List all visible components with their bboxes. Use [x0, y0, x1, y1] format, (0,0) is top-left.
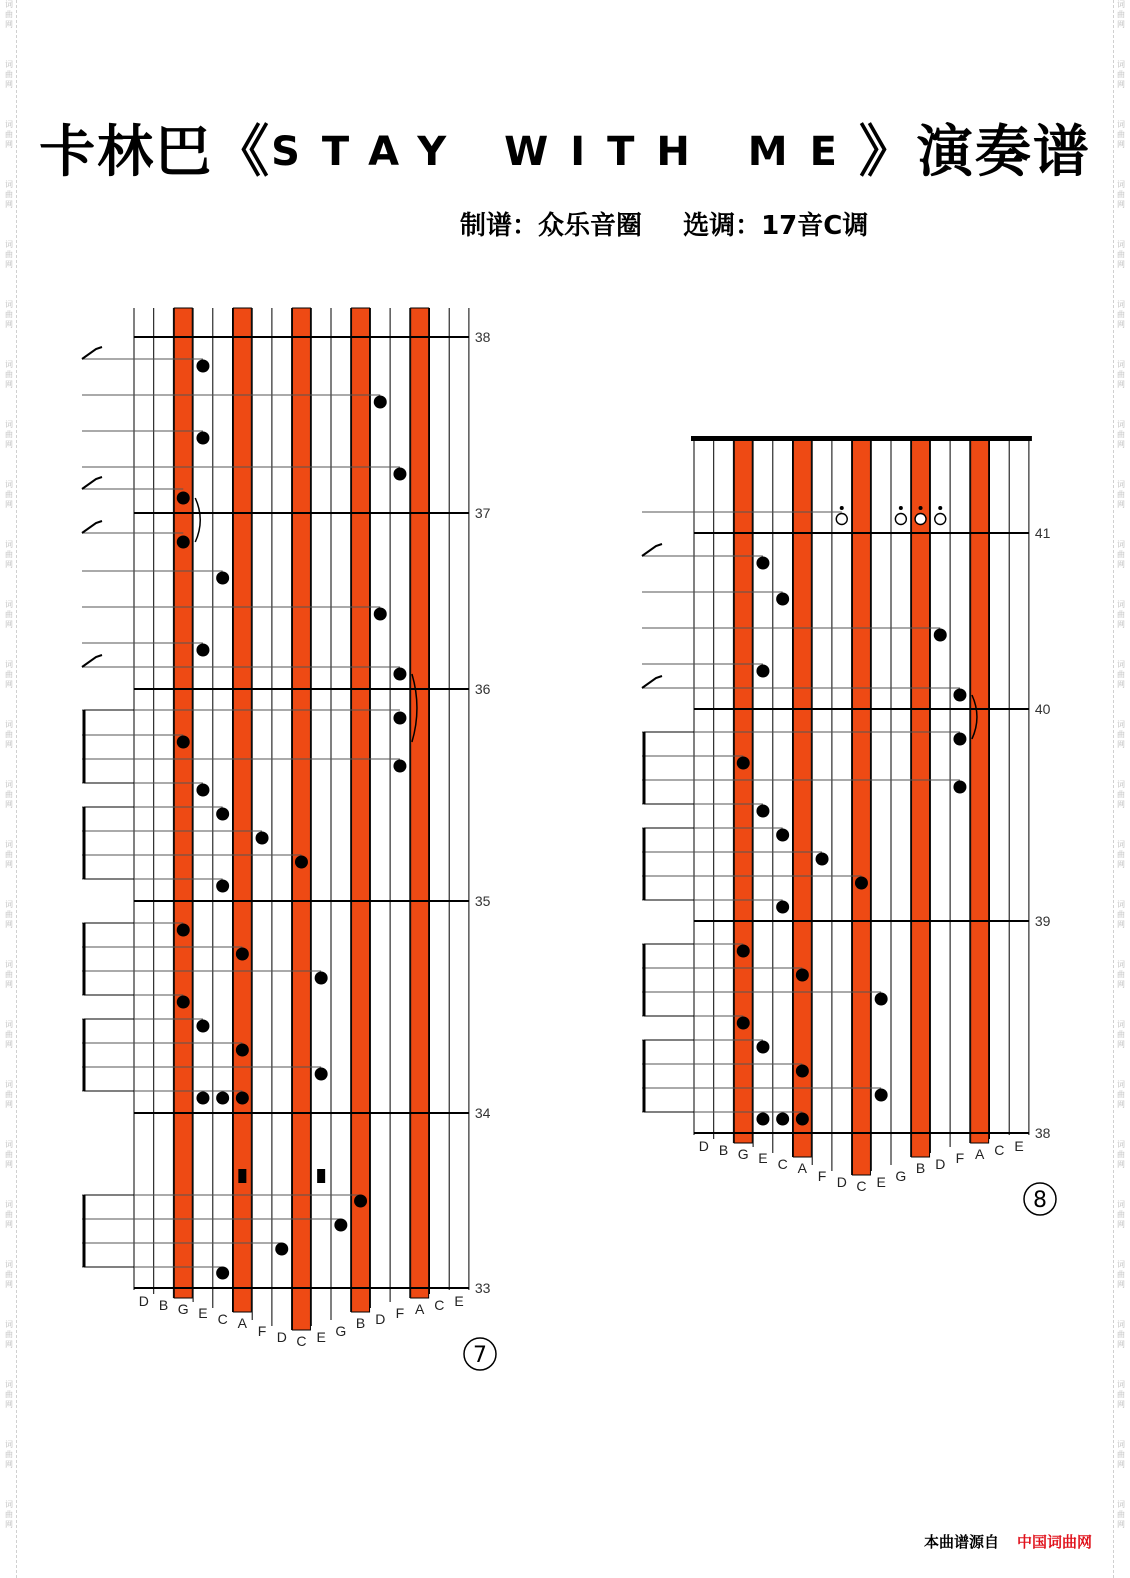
note [855, 877, 868, 890]
watermark-text: 词 曲 网 [5, 780, 13, 809]
note [776, 901, 789, 914]
tine-label: B [158, 1297, 169, 1313]
note [393, 760, 406, 773]
watermark-text: 词 曲 网 [5, 1380, 13, 1409]
footer-source: 本曲谱源自 [923, 1533, 999, 1551]
tine-label: C [856, 1178, 867, 1194]
watermark-text: 词 曲 网 [5, 120, 13, 149]
note [256, 832, 269, 845]
watermark-text: 词 曲 网 [1117, 480, 1125, 509]
measure-number: 38 [474, 329, 491, 345]
watermark-text: 词 曲 网 [1117, 1140, 1125, 1169]
tab-page-2 [642, 436, 1056, 1215]
highlighted-tine [292, 308, 310, 1330]
page-number: 8 [1033, 1188, 1047, 1213]
measure-number: 36 [474, 681, 491, 697]
tine-label: G [177, 1301, 189, 1317]
note [334, 1219, 347, 1232]
watermark-text: 词 曲 网 [1117, 600, 1125, 629]
note [737, 757, 750, 770]
watermark-text: 词 曲 网 [1117, 300, 1125, 329]
note [196, 360, 209, 373]
octave-dot [919, 506, 923, 510]
tine-label: D [836, 1174, 847, 1190]
grace-mark [82, 655, 102, 667]
octave-dot [938, 506, 942, 510]
note [236, 1044, 249, 1057]
tine-label: A [414, 1301, 425, 1317]
rest-mark [238, 1169, 246, 1183]
watermark-text: 词 曲 网 [5, 1500, 13, 1529]
tine-label: F [257, 1323, 267, 1339]
tine-label: F [955, 1150, 965, 1166]
watermark-text: 词 曲 网 [5, 1020, 13, 1049]
watermark-text: 词 曲 网 [5, 540, 13, 569]
rest-mark [317, 1169, 325, 1183]
note [216, 572, 229, 585]
highlighted-tine [971, 440, 989, 1143]
tine-label: A [797, 1160, 808, 1176]
top-border [691, 436, 1032, 441]
watermark-text: 词 曲 网 [1117, 660, 1125, 689]
watermark-text: 词 曲 网 [1117, 1500, 1125, 1529]
note [737, 945, 750, 958]
note [776, 829, 789, 842]
highlighted-tine [233, 308, 251, 1312]
note [196, 644, 209, 657]
grace-mark [642, 676, 662, 688]
note [295, 856, 308, 869]
note [216, 1267, 229, 1280]
note [177, 736, 190, 749]
watermark-text: 词 曲 网 [1117, 540, 1125, 569]
highlighted-tine [734, 440, 752, 1143]
octave-dot [899, 506, 903, 510]
watermark-text: 词 曲 网 [1117, 240, 1125, 269]
watermark-text: 词 曲 网 [1117, 1260, 1125, 1289]
note [315, 1068, 328, 1081]
note [196, 784, 209, 797]
tie-arc [195, 498, 200, 542]
title-song: STAY WITH ME [271, 129, 859, 175]
arranger-credit: 制谱：众乐音圈 [460, 211, 643, 241]
note [216, 1092, 229, 1105]
note [393, 468, 406, 481]
note [737, 1017, 750, 1030]
note [236, 1092, 249, 1105]
note [177, 492, 190, 505]
watermark-text: 词 曲 网 [5, 1200, 13, 1229]
tine-label: B [915, 1160, 926, 1176]
tine-label: E [758, 1150, 768, 1166]
grace-mark [642, 544, 662, 556]
note [374, 608, 387, 621]
tab-page-1 [82, 308, 496, 1370]
tine-label: D [375, 1311, 386, 1327]
watermark-text: 词 曲 网 [5, 600, 13, 629]
watermark-text: 词 曲 网 [5, 1320, 13, 1349]
watermark-text: 词 曲 网 [5, 360, 13, 389]
note [196, 1020, 209, 1033]
note-hollow [836, 514, 847, 525]
watermark-text: 词 曲 网 [1117, 1020, 1125, 1049]
watermark-text: 词 曲 网 [1117, 1200, 1125, 1229]
tine-label: D [935, 1156, 946, 1172]
note [816, 853, 829, 866]
watermark-text: 词 曲 网 [1117, 900, 1125, 929]
title-suffix: 》演奏谱 [858, 120, 1091, 185]
tine-label: E [454, 1293, 464, 1309]
note [953, 733, 966, 746]
tine-label: E [198, 1305, 208, 1321]
measure-number: 38 [1034, 1125, 1051, 1141]
watermark-text: 词 曲 网 [5, 900, 13, 929]
watermark-text: 词 曲 网 [1117, 1380, 1125, 1409]
watermark-text: 词 曲 网 [1117, 1440, 1125, 1469]
note [393, 712, 406, 725]
watermark-text: 词 曲 网 [5, 180, 13, 209]
watermark-text: 词 曲 网 [1117, 60, 1125, 89]
tine-label: B [355, 1315, 366, 1331]
highlighted-tine [352, 308, 370, 1312]
tine-label: F [817, 1168, 827, 1184]
measure-number: 37 [474, 505, 491, 521]
tine-label: C [296, 1333, 307, 1349]
note-hollow [895, 514, 906, 525]
measure-number: 35 [474, 893, 491, 909]
watermark-text: 词 曲 网 [5, 1260, 13, 1289]
watermark-text: 词 曲 网 [5, 60, 13, 89]
measure-number: 40 [1034, 701, 1051, 717]
measure-number: 41 [1034, 525, 1051, 541]
watermark-text: 词 曲 网 [5, 1140, 13, 1169]
note [756, 665, 769, 678]
watermark-text: 词 曲 网 [5, 720, 13, 749]
tine-label: C [994, 1142, 1005, 1158]
measure-number: 39 [1034, 913, 1051, 929]
watermark-text: 词 曲 网 [1117, 840, 1125, 869]
note [953, 781, 966, 794]
tine-label: E [1014, 1138, 1024, 1154]
note [776, 593, 789, 606]
note [756, 557, 769, 570]
tine-label: C [434, 1297, 445, 1313]
note-hollow [935, 514, 946, 525]
note [177, 996, 190, 1009]
grace-mark [82, 521, 102, 533]
tine-label: D [698, 1138, 709, 1154]
watermark-text: 词 曲 网 [1117, 360, 1125, 389]
note [177, 924, 190, 937]
measure-number: 33 [474, 1280, 491, 1296]
watermark-text: 词 曲 网 [5, 420, 13, 449]
key-credit: 选调：17音C调 [683, 211, 869, 241]
note [236, 948, 249, 961]
note [196, 432, 209, 445]
octave-dot [840, 506, 844, 510]
note-hollow [915, 514, 926, 525]
note [756, 805, 769, 818]
watermark-text: 词 曲 网 [5, 660, 13, 689]
note [756, 1113, 769, 1126]
tine-label: C [777, 1156, 788, 1172]
watermark-text: 词 曲 网 [5, 240, 13, 269]
tine-label: G [335, 1323, 347, 1339]
tine-label: A [974, 1146, 985, 1162]
tine-label: E [876, 1174, 886, 1190]
watermark-text: 词 曲 网 [1117, 720, 1125, 749]
note [177, 536, 190, 549]
tine-label: B [718, 1142, 729, 1158]
note [796, 1065, 809, 1078]
tine-label: G [737, 1146, 749, 1162]
note [354, 1195, 367, 1208]
note [216, 880, 229, 893]
tine-label: D [138, 1293, 149, 1309]
watermark-text: 词 曲 网 [1117, 120, 1125, 149]
note [315, 972, 328, 985]
watermark-text: 词 曲 网 [1117, 1080, 1125, 1109]
note [216, 808, 229, 821]
note [756, 1041, 769, 1054]
watermark-text: 词 曲 网 [1117, 780, 1125, 809]
page-number: 7 [473, 1343, 487, 1368]
note [776, 1113, 789, 1126]
note [875, 993, 888, 1006]
note [374, 396, 387, 409]
note [934, 629, 947, 642]
tine-label: E [316, 1329, 326, 1345]
tine-label: C [217, 1311, 228, 1327]
grace-mark [82, 347, 102, 359]
footer-brand: 中国词曲网 [1016, 1533, 1092, 1551]
note [196, 1092, 209, 1105]
tine-label: A [237, 1315, 248, 1331]
title-prefix: 卡林巴《 [39, 120, 272, 185]
highlighted-tine [793, 440, 811, 1157]
highlighted-tine [174, 308, 192, 1298]
note [796, 1113, 809, 1126]
note [275, 1243, 288, 1256]
watermark-text: 词 曲 网 [1117, 420, 1125, 449]
highlighted-tine [411, 308, 429, 1298]
watermark-text: 词 曲 网 [1117, 1320, 1125, 1349]
watermark-text: 词 曲 网 [5, 840, 13, 869]
highlighted-tine [912, 440, 930, 1157]
footer [924, 1531, 1092, 1552]
watermark-text: 词 曲 网 [5, 300, 13, 329]
watermark-text: 词 曲 网 [5, 1440, 13, 1469]
note [393, 668, 406, 681]
note [875, 1089, 888, 1102]
watermark-text: 词 曲 网 [5, 960, 13, 989]
measure-number: 34 [474, 1105, 491, 1121]
watermark-text: 词 曲 网 [5, 480, 13, 509]
highlighted-tine [852, 440, 870, 1175]
tine-label: G [895, 1168, 907, 1184]
grace-mark [82, 477, 102, 489]
note [953, 689, 966, 702]
tine-label: D [276, 1329, 287, 1345]
watermark-text: 词 曲 网 [1117, 0, 1125, 29]
note [796, 969, 809, 982]
watermark-text: 词 曲 网 [5, 1080, 13, 1109]
watermark-text: 词 曲 网 [1117, 180, 1125, 209]
watermark-text: 词 曲 网 [1117, 960, 1125, 989]
tine-label: F [395, 1305, 405, 1321]
watermark-text: 词 曲 网 [5, 0, 13, 29]
